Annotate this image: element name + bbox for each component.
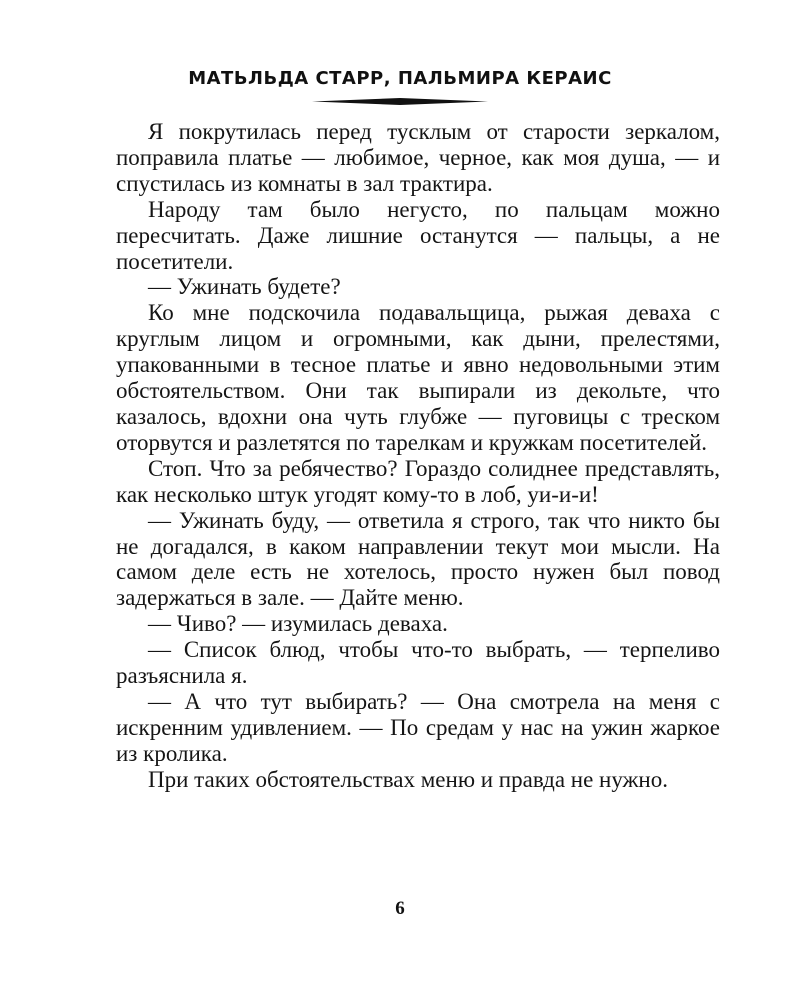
running-head-rule bbox=[312, 98, 488, 105]
paragraph: Народу там было негусто, по пальцам можно пересчитать. Даже лишние останутся — пальцы, а не посетители. bbox=[116, 196, 720, 274]
paragraph: Я покрутилась перед тусклым от старости зеркалом, поправила платье — любимое, черное, как моя душа, — и спустилась из комнаты в зал трактира. bbox=[116, 119, 720, 196]
page-number: 6 bbox=[395, 898, 405, 919]
body-text bbox=[116, 119, 720, 793]
paragraph: — Ужинать будете? bbox=[148, 274, 341, 300]
paragraph: Ко мне подскочила подавальщица, рыжая деваха с круглым лицом и огромными, как дыни, прелестями, упакованными в тесное платье и явно недовольными этим обстоятельством. Они так выпирали из декольте, что казалось, вдохни она чуть глубже — пуговицы с треском оторвутся и разлетятся по тарелкам и кружкам посетителей. bbox=[116, 300, 720, 455]
paragraph: Стоп. Что за ребячество? Гораздо солиднее представлять, как несколько штук угодят кому-то в лоб, уи-и-и! bbox=[116, 455, 720, 507]
running-head: МАТЬЛЬДА СТАРР, ПАЛЬМИРА КЕРАИС bbox=[188, 68, 612, 89]
paragraph: — А что тут выбирать? — Она смотрела на меня с искренним удивлением. — По средам у нас на ужин жаркое из кролика. bbox=[116, 688, 720, 766]
paragraph: — Чиво? — изумилась деваха. bbox=[148, 611, 448, 637]
paragraph: — Список блюд, чтобы что-то выбрать, — терпеливо разъяснила я. bbox=[116, 637, 720, 689]
paragraph: При таких обстоятельствах меню и правда не нужно. bbox=[148, 766, 668, 792]
paragraph: — Ужинать буду, — ответила я строго, так что никто бы не догадался, в каком направлении текут мои мысли. На самом деле есть не хотелось, просто нужен был повод задержаться в зале. — Дайте меню. bbox=[116, 507, 720, 611]
